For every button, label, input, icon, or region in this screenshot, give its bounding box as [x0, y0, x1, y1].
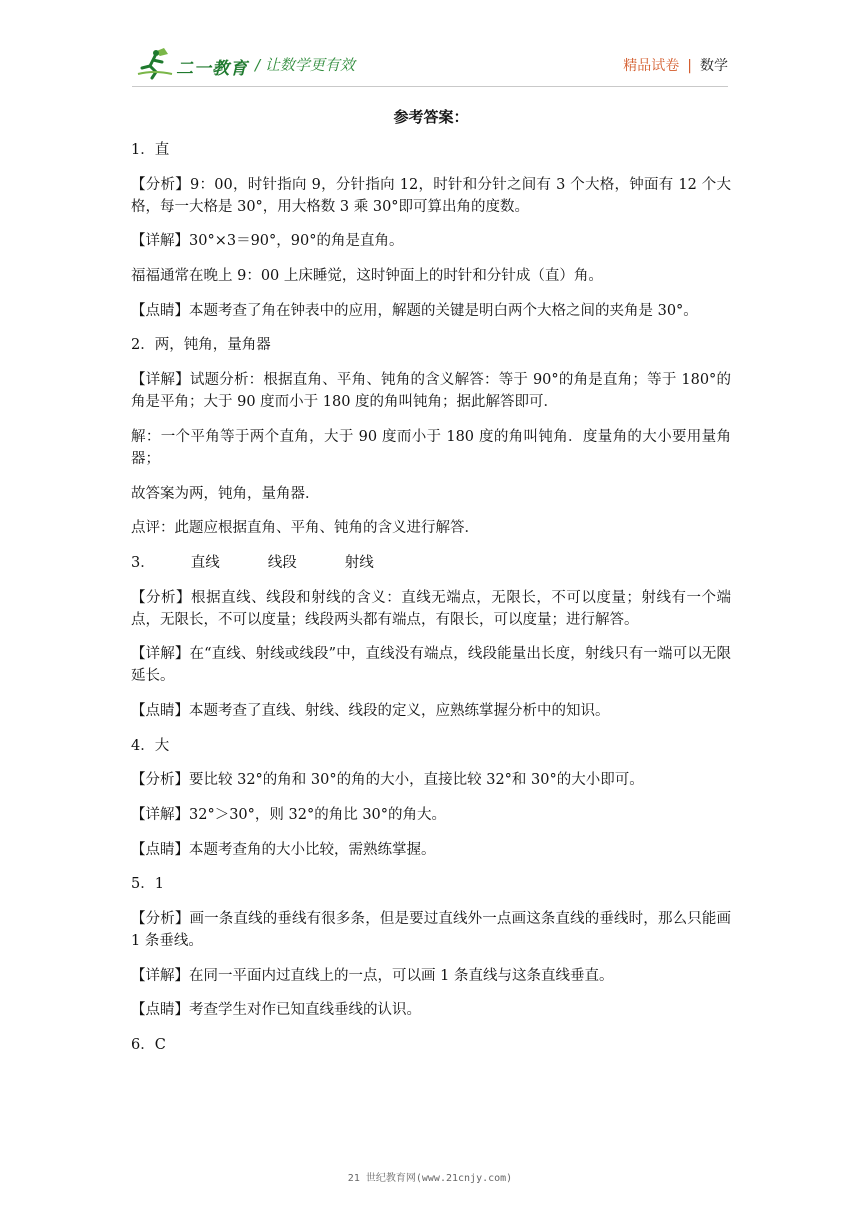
text-line: 福福通常在晚上 9：00 上床睡觉，这时钟面上的时针和分针成（直）角。 — [131, 268, 603, 285]
subject-label: 数学 — [700, 58, 728, 74]
text-line: 6．C — [131, 1037, 166, 1054]
text-line: 【分析】要比较 32°的角和 30°的角的大小，直接比较 32°和 30°的大小即可。 — [131, 772, 644, 789]
text-line: 【详解】在同一平面内过直线上的一点，可以画 1 条直线与这条直线垂直。 — [131, 967, 614, 984]
header-divider — [132, 86, 728, 87]
page-header — [0, 0, 860, 95]
tag-divider: | — [687, 58, 692, 74]
text-line: 【详解】32°＞30°，则 32°的角比 30°的角大。 — [131, 807, 447, 823]
answer-blank-3: 射线 — [344, 554, 374, 571]
text-line: 【点睛】考查学生对作已知直线垂线的认识。 — [131, 1002, 421, 1019]
answer-content — [131, 106, 731, 1069]
text-line: 【点睛】本题考查了角在钟表中的应用，解题的关键是明白两个大格之间的夹角是 30°。 — [131, 302, 698, 319]
text-line: 【分析】画一条直线的垂线有很多条，但是要过直线外一点画这条直线的垂线时，那么只能画 1 条垂线。 — [131, 911, 731, 950]
text-line: 【分析】9：00，时针指向 9，分针指向 12，时针和分针之间有 3 个大格，钟面有 12 个大格，每一大格是 30°，用大格数 3 乘 30°即可算出角的度数。 — [131, 176, 731, 215]
text-line: 【分析】根据直线、线段和射线的含义：直线无端点，无限长，不可以度量；射线有一个端点，无限长，不可以度量；线段两头都有端点，有限长，可以度量；进行解答。 — [131, 589, 731, 628]
text-line: 【详解】在“直线、射线或线段”中，直线没有端点，线段能量出长度，射线只有一端可以无限延长。 — [131, 646, 731, 685]
text-line: 4．大 — [131, 737, 170, 754]
question-3-answer — [131, 552, 731, 574]
paper-tag — [623, 55, 728, 75]
text-line: 解：一个平角等于两个直角，大于 90 度而小于 180 度的角叫钝角．度量角的大小要用量角器； — [131, 428, 731, 467]
premium-label: 精品试卷 — [623, 58, 680, 74]
text-line: 2．两，钝角，量角器 — [131, 337, 271, 354]
answer-blank-1: 直线 — [190, 554, 220, 571]
text-line: 1．直 — [131, 142, 170, 158]
page-footer: 21 世纪教育网(www.21cnjy.com) — [347, 1173, 513, 1184]
text-line: 故答案为两，钝角，量角器． — [131, 485, 320, 502]
text-line: 点评：此题应根据直角、平角、钝角的含义进行解答． — [131, 520, 479, 537]
question-number: 3． — [131, 554, 155, 571]
text-line: 5．1 — [131, 876, 164, 893]
brand-slogan: / 让数学更有效 — [255, 56, 355, 74]
text-line: 【点睛】本题考查角的大小比较，需熟练掌握。 — [131, 841, 436, 858]
answer-blank-2: 线段 — [267, 554, 297, 571]
brand-name: 二一教育 — [176, 59, 248, 79]
text-line: 【详解】试题分析：根据直角、平角、钝角的含义解答：等于 90°的角是直角；等于 180°的角是平角；大于 90 度而小于 180 度的角叫钝角；据此解答即可． — [131, 372, 731, 411]
text-line: 【详解】30°×3＝90°，90°的角是直角。 — [131, 233, 404, 250]
page-title: 参考答案： — [393, 108, 469, 126]
text-line: 【点睛】本题考查了直线、射线、线段的定义，应熟练掌握分析中的知识。 — [131, 702, 610, 719]
